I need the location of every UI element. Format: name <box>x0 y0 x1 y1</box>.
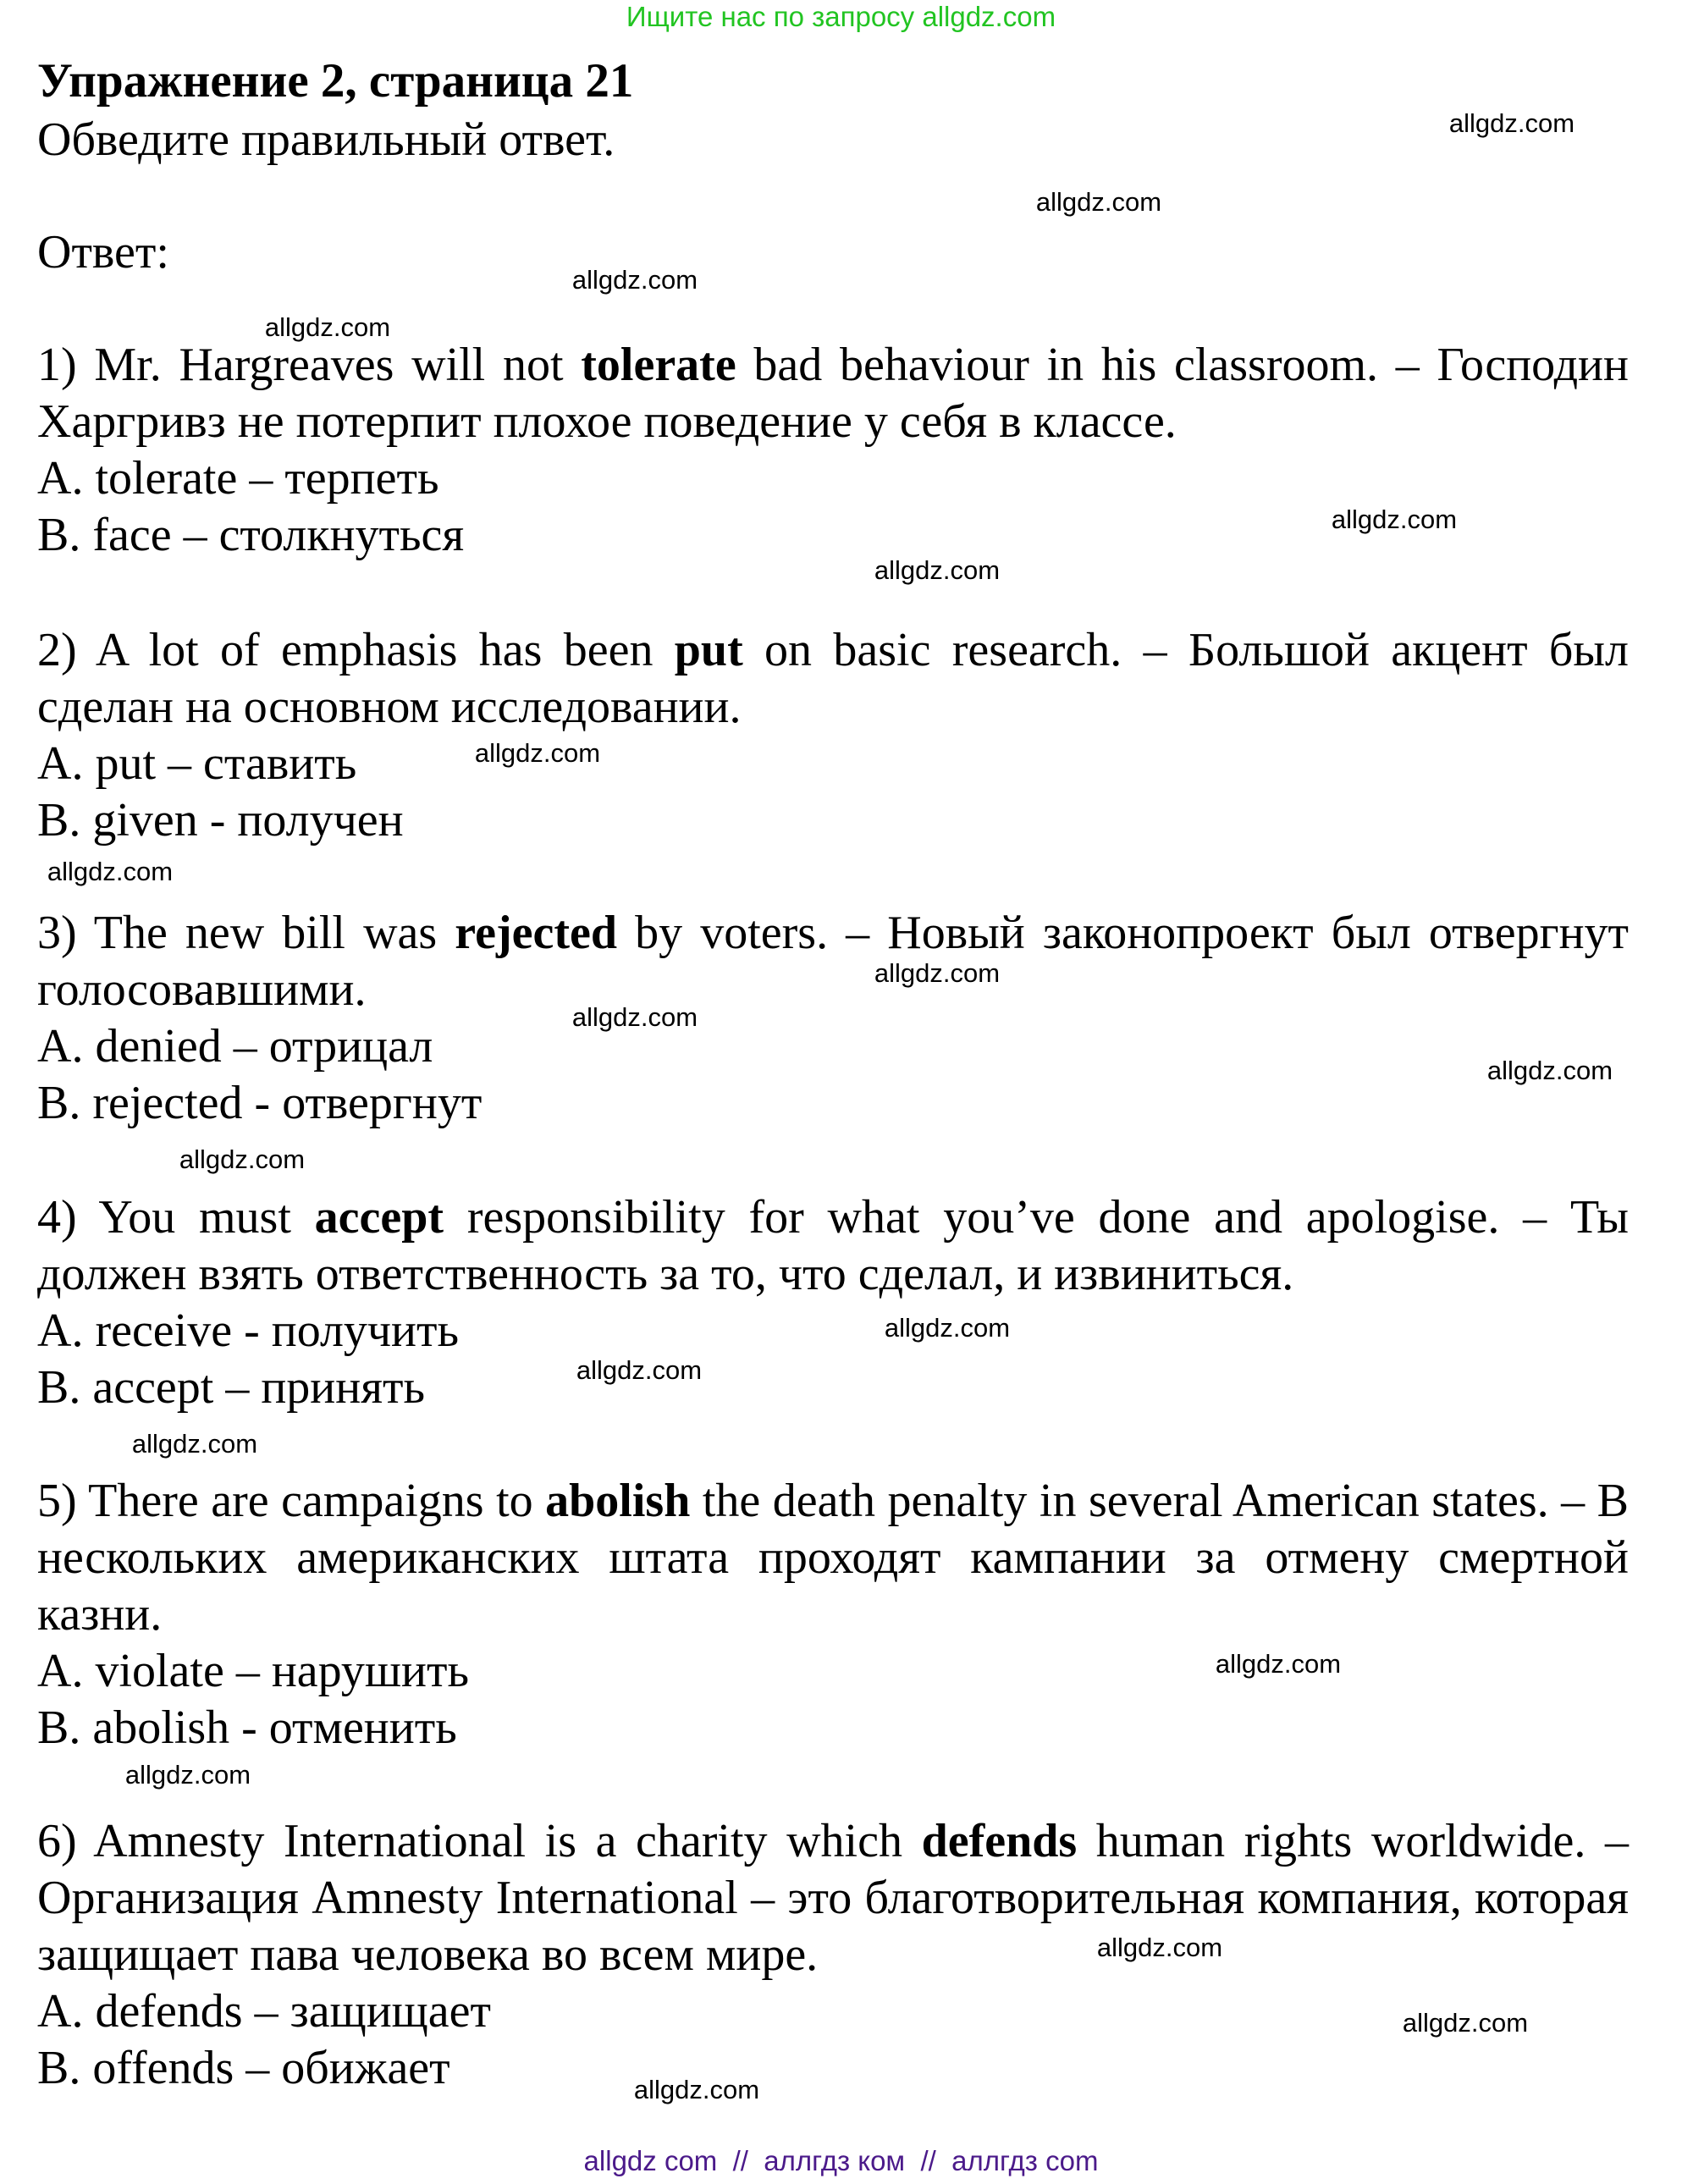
key-word: put <box>674 624 743 676</box>
sentence <box>37 1473 1629 1643</box>
sentence <box>37 337 1629 450</box>
watermark: allgdz.com <box>1402 2008 1529 2038</box>
watermark: allgdz.com <box>1096 1933 1223 1962</box>
watermark: allgdz.com <box>571 265 698 295</box>
watermark: allgdz.com <box>874 555 1001 585</box>
option-a: A. defends – защищает <box>37 1985 491 2038</box>
top-banner-link[interactable]: Ищите нас по запросу allgdz.com <box>626 1 1056 32</box>
exercise-item-6 <box>37 1813 1629 2097</box>
option-b: B. given - получен <box>37 794 404 847</box>
sentence <box>37 622 1629 736</box>
watermark: allgdz.com <box>264 312 391 342</box>
watermark: allgdz.com <box>47 857 174 886</box>
watermark: allgdz.com <box>884 1313 1011 1343</box>
instruction: Обведите правильный ответ. <box>37 113 615 166</box>
watermark: allgdz.com <box>571 1002 698 1032</box>
sentence-text: 3) The new bill was <box>37 907 455 959</box>
sentence-text: the death penalty in several American states. – В нескольких американских штата проходят кампании за отмену смертной казни. <box>37 1475 1629 1641</box>
sentence-text: 6) Amnesty International is a charity which <box>37 1815 922 1867</box>
option-a: A. put – ставить <box>37 737 357 790</box>
option-b: B. rejected - отвергнут <box>37 1077 483 1129</box>
watermark: allgdz.com <box>1486 1056 1613 1085</box>
watermark: allgdz.com <box>474 738 601 768</box>
sentence-text: human rights worldwide. – Организация Amnesty International – это благотворительная компания, которая защищает пава человека во всем мире. <box>37 1815 1630 1981</box>
key-word: tolerate <box>581 339 736 391</box>
sentence <box>37 1189 1629 1303</box>
sentence-text: by voters. – Новый законопроект был отвергнут голосовавшими. <box>37 907 1630 1016</box>
key-word: rejected <box>455 907 618 959</box>
sentence-text: 5) There are campaigns to <box>37 1475 546 1527</box>
exercise-item-2 <box>37 622 1629 849</box>
watermark: allgdz.com <box>874 958 1001 988</box>
key-word: accept <box>314 1191 444 1244</box>
key-word: abolish <box>545 1475 691 1527</box>
exercise-item-5 <box>37 1473 1629 1757</box>
sentence-text: on basic research. – Большой акцент был сделан на основном исследовании. <box>37 624 1629 733</box>
sentence-text: bad behaviour in his classroom. – Господин Харгривз не потерпит плохое поведение у себя в классе. <box>37 339 1629 448</box>
answer-label: Ответ: <box>37 226 169 279</box>
sentence-text: responsibility for what you’ve done and apologise. – Ты должен взять ответственность за то, что сделал, и извиниться. <box>37 1191 1629 1300</box>
sentence-text: 1) Mr. Hargreaves will not <box>37 339 582 391</box>
watermark: allgdz.com <box>131 1429 258 1459</box>
option-b: B. accept – принять <box>37 1361 426 1414</box>
sentence <box>37 1813 1629 1983</box>
watermark: allgdz.com <box>1215 1649 1342 1679</box>
page-title: Упражнение 2, страница 21 <box>37 54 634 108</box>
option-b: B. face – столкнуться <box>37 509 465 561</box>
watermark: allgdz.com <box>179 1144 306 1174</box>
watermark: allgdz.com <box>633 2075 760 2104</box>
footer-links[interactable]: allgdz com // аллгдз ком // аллгдз com <box>583 2145 1099 2176</box>
exercise-item-3 <box>37 905 1629 1132</box>
watermark: allgdz.com <box>1448 108 1575 138</box>
option-b: B. abolish - отменить <box>37 1701 457 1754</box>
key-word: defends <box>921 1815 1078 1867</box>
option-b: B. offends – обижает <box>37 2042 450 2094</box>
option-a: A. denied – отрицал <box>37 1020 433 1073</box>
exercise-item-4 <box>37 1189 1629 1416</box>
option-a: A. tolerate – терпеть <box>37 452 439 505</box>
watermark: allgdz.com <box>124 1760 251 1790</box>
option-a: A. receive - получить <box>37 1304 460 1357</box>
watermark: allgdz.com <box>1331 505 1458 534</box>
watermark: allgdz.com <box>576 1355 703 1385</box>
sentence-text: 4) You must <box>37 1191 315 1244</box>
sentence-text: 2) A lot of emphasis has been <box>37 624 675 676</box>
option-a: A. violate – нарушить <box>37 1645 470 1697</box>
sentence <box>37 905 1629 1018</box>
watermark: allgdz.com <box>1035 187 1162 217</box>
